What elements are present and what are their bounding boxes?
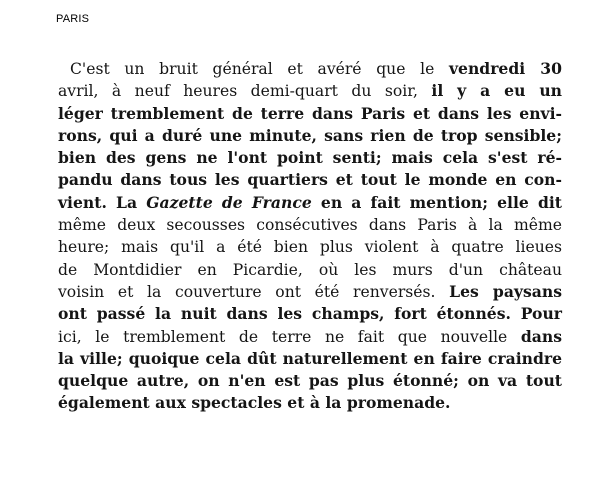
bold-text-run: en a fait mention; elle dit (311, 192, 562, 212)
bold-text-run: la ville; quoique cela dût naturellement en faire craindre (58, 348, 562, 368)
text-run: ici, le tremblement de terre ne fait que nouvelle (58, 327, 521, 346)
text-run: même deux secousses consécutives dans Paris à la même (58, 216, 562, 235)
text-run: C'est un bruit général et avéré que le (70, 60, 449, 78)
text-line (58, 80, 562, 102)
article-paragraph (58, 58, 562, 415)
text-line (58, 259, 562, 281)
bold-text-run: vendredi 30 (448, 59, 562, 78)
bold-text-run: bien des gens ne l'ont point senti; mais cela s'est ré- (58, 148, 562, 168)
bold-text-run: vient. La (58, 192, 147, 212)
bold-text-run: rons, qui a duré une minute, sans rien de trop sensible; (58, 125, 562, 145)
text-line (58, 348, 562, 370)
text-run: heure; mais qu'il a été bien plus violent à quatre lieues (58, 238, 562, 257)
bold-text-run: pandu dans tous les quartiers et tout le monde en con- (58, 170, 562, 190)
text-line (58, 326, 562, 348)
text-run: de Montdidier en Picardie, où les murs d'un château (58, 260, 562, 279)
bold-text-run: dans (520, 326, 562, 346)
text-line (58, 192, 562, 214)
text-run: voisin et la couverture ont été renversés. (58, 282, 450, 301)
text-line (58, 214, 562, 236)
text-run: avril, à neuf heures demi-quart du soir, (58, 82, 432, 101)
publication-title: Gazette de France (146, 192, 312, 212)
bold-text-run: il y a eu un (431, 81, 563, 101)
text-line (58, 147, 562, 169)
text-line (58, 370, 562, 392)
text-line (58, 125, 562, 147)
text-line (58, 392, 562, 414)
text-line (58, 58, 562, 80)
bold-text-run: léger tremblement de terre dans Paris et dans les envi- (58, 103, 562, 123)
section-header: PARIS (56, 13, 90, 25)
bold-text-run: quelque autre, on n'en est pas plus étonné; on va tout (58, 371, 562, 391)
text-line (58, 303, 562, 325)
text-line (58, 236, 562, 258)
text-line (58, 103, 562, 125)
text-line (58, 169, 562, 191)
bold-text-run: Les paysans (449, 281, 562, 301)
bold-text-run: ont passé la nuit dans les champs, fort étonnés. Pour (58, 304, 562, 324)
text-line (58, 281, 562, 303)
bold-text-run: également aux spectacles et à la promenade. (58, 393, 451, 413)
